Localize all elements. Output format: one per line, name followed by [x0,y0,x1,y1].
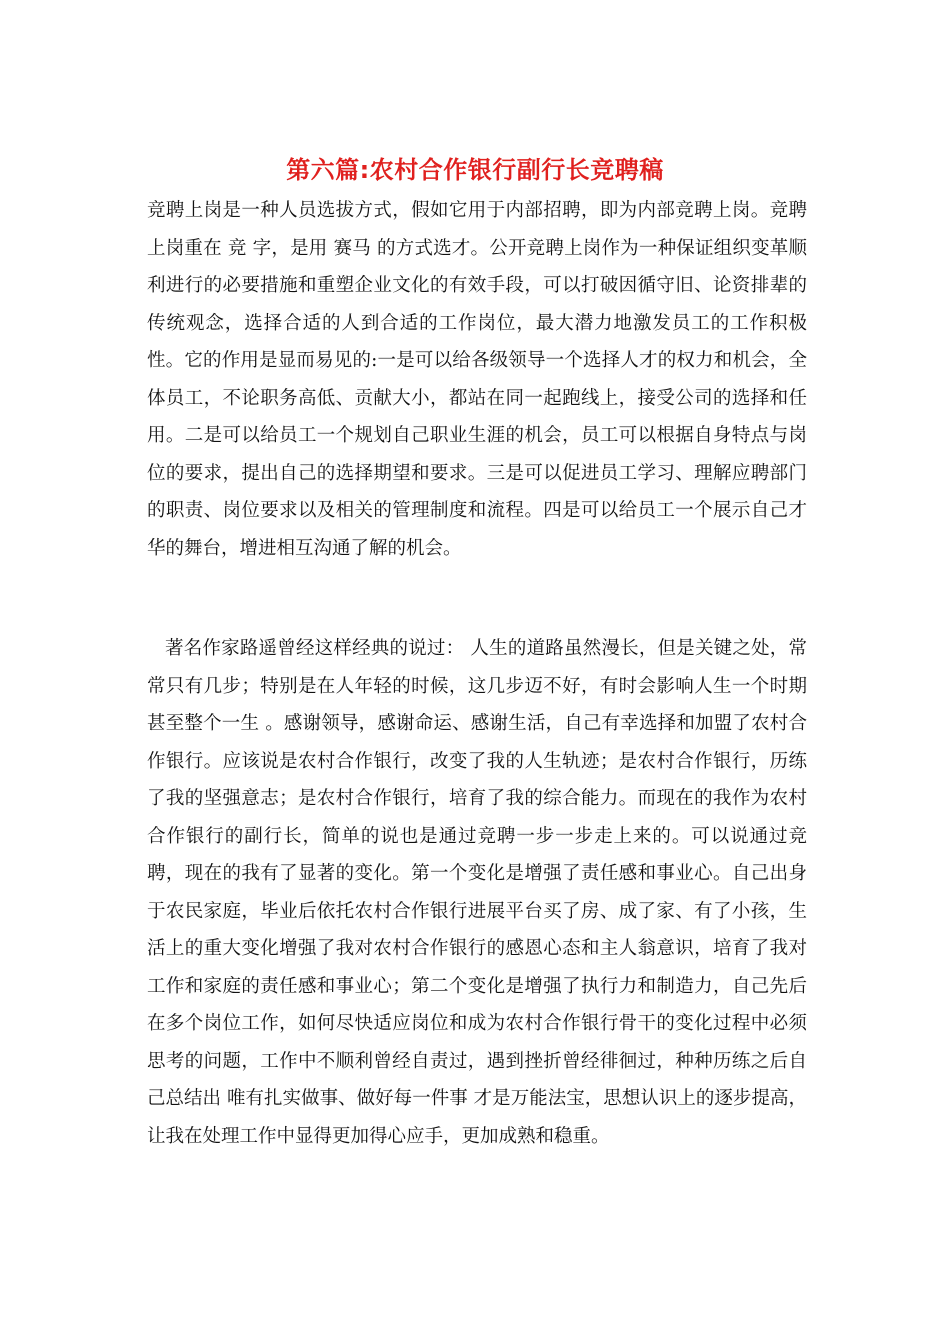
paragraph-intro: 竞聘上岗是一种人员选拔方式，假如它用于内部招聘，即为内部竞聘上岗。竞聘上岗重在 竞 字，是用 赛马 的方式选才。公开竞聘上岗作为一种保证组织变革顺利进行的必要措施和重塑企业文化的有效手段，可以打破因循守旧、论资排辈的传统观念，选择合适的人到合适的工作岗位，最大潜力地激发员工的工作积极性。它的作用是显而易见的:一是可以给各级领导一个选择人才的权力和机会，全体员工，不论职务高低、贡献大小，都站在同一起跑线上，接受公司的选择和任用。二是可以给员工一个规划自己职业生涯的机会，员工可以根据自身特点与岗位的要求，提出自己的选择期望和要求。三是可以促进员工学习、理解应聘部门的职责、岗位要求以及相关的管理制度和流程。四是可以给员工一个展示自己才华的舞台，增进相互沟通了解的机会。 [147,200,807,559]
document-title: 第六篇:农村合作银行副行长竞聘稿 [286,156,664,184]
paragraph-experience: 著名作家路遥曾经这样经典的说过： 人生的道路虽然漫长，但是关键之处，常常只有几步；特别是在人年轻的时候，这几步迈不好，有时会影响人生一个时期甚至整个一生 。感谢领导，感谢命运、感谢生活，自己有幸选择和加盟了农村合作银行。应该说是农村合作银行，改变了我的人生轨迹；是农村合作银行，历练了我的坚强意志；是农村合作银行，培育了我的综合能力。而现在的我作为农村合作银行的副行长，简单的说也是通过竞聘一步一步走上来的。可以说通过竞聘，现在的我有了显著的变化。第一个变化是增强了责任感和事业心。自己出身于农民家庭，毕业后依托农村合作银行进展平台买了房、成了家、有了小孩，生活上的重大变化增强了我对农村合作银行的感恩心态和主人翁意识，培育了我对工作和家庭的责任感和事业心；第二个变化是增强了执行力和制造力，自己先后在多个岗位工作，如何尽快适应岗位和成为农村合作银行骨干的变化过程中必须思考的问题，工作中不顺利曾经自责过，遇到挫折曾经徘徊过，种种历练之后自己总结出 唯有扎实做事、做好每一件事 才是万能法宝，思想认识上的逐步提高，让我在处理工作中显得更加得心应手，更加成熟和稳重。 [147,638,807,1147]
